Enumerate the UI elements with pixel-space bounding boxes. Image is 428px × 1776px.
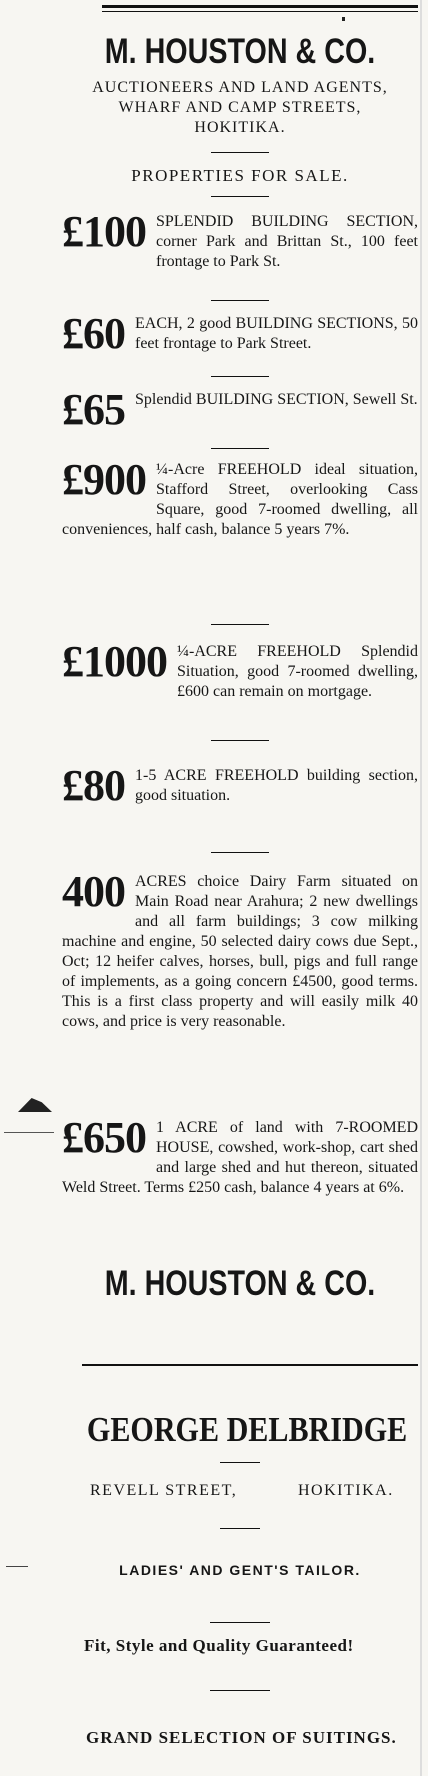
listing-price: £100 xyxy=(62,207,146,256)
firm-name-footer: M. HOUSTON & CO. xyxy=(104,1264,376,1303)
firm-line-3: HOKITIKA. xyxy=(194,119,286,136)
listing-7 xyxy=(62,867,418,1032)
divider xyxy=(62,196,418,197)
listing-4 xyxy=(62,455,418,540)
listing-description: 1-5 ACRE FREEHOLD building section, good situation. xyxy=(135,767,418,804)
advert-separator xyxy=(82,1364,418,1366)
listing-description: SPLENDID BUILDING SECTION, corner Park and Brittan St., 100 feet frontage to Park St. xyxy=(156,213,418,270)
firm-name: M. HOUSTON & CO. xyxy=(104,32,376,71)
divider xyxy=(62,152,418,153)
houston-footer xyxy=(62,1266,418,1301)
tailor-selection: GRAND SELECTION OF SUITINGS. xyxy=(86,1728,397,1747)
listing-description: 1 ACRE of land with 7-ROOMED HOUSE, cowshed, work-shop, cart shed and large shed and hut thereon, situated Weld Street. Terms £250 cash, balance 4 years at 6%. xyxy=(62,1119,418,1196)
scan-smudge xyxy=(18,1098,52,1112)
tailor-selection-block xyxy=(62,1728,418,1748)
tailor-guarantee-block xyxy=(62,1636,418,1656)
firm-details xyxy=(62,78,418,138)
tailor-trade: LADIES' AND GENT'S TAILOR. xyxy=(119,1562,361,1578)
listing-3 xyxy=(62,385,418,434)
houston-header xyxy=(62,34,418,69)
tailor-guarantee: Fit, Style and Quality Guaranteed! xyxy=(84,1636,354,1655)
listing-8 xyxy=(62,1113,418,1198)
tailor-name: GEORGE DELBRIDGE xyxy=(86,1410,408,1449)
listing-5 xyxy=(62,637,418,702)
listing-price: £650 xyxy=(62,1113,146,1162)
listing-description: Splendid BUILDING SECTION, Sewell St. xyxy=(135,391,418,408)
listing-price: 400 xyxy=(62,867,125,916)
firm-line-1: AUCTIONEERS AND LAND AGENTS, xyxy=(92,79,388,96)
divider xyxy=(62,376,418,377)
scan-smudge xyxy=(6,1566,28,1567)
properties-heading: PROPERTIES FOR SALE. xyxy=(131,166,349,185)
listing-2 xyxy=(62,309,418,358)
top-rule-thin xyxy=(102,11,418,12)
divider xyxy=(62,1622,418,1623)
listing-price: £65 xyxy=(62,385,125,434)
divider xyxy=(62,1690,418,1691)
listing-description: ¼-Acre FREEHOLD ideal situation, Stafford Street, overlooking Cass Square, good 7-roomed dwelling, all conveniences, half cash, balance 5 years 7%. xyxy=(62,461,418,538)
tailor-street: REVELL STREET, xyxy=(90,1482,238,1499)
firm-line-2: WHARF AND CAMP STREETS, xyxy=(118,99,362,116)
delbridge-header xyxy=(62,1412,418,1447)
divider xyxy=(62,624,418,625)
scan-smudge xyxy=(4,1132,54,1133)
tailor-town: HOKITIKA. xyxy=(298,1482,394,1499)
listing-description: EACH, 2 good BUILDING SECTIONS, 50 feet frontage to Park Street. xyxy=(135,315,418,352)
tailor-trade-block xyxy=(62,1562,418,1578)
divider xyxy=(62,1528,418,1529)
listing-price: £60 xyxy=(62,309,125,358)
listing-6 xyxy=(62,761,418,810)
listing-1 xyxy=(62,207,418,272)
divider xyxy=(62,1462,418,1463)
page-edge xyxy=(420,0,422,1776)
divider xyxy=(62,740,418,741)
section-heading xyxy=(62,166,418,186)
divider xyxy=(62,852,418,853)
top-rule xyxy=(102,5,418,8)
listing-description: ACRES choice Dairy Farm situated on Main Road near Arahura; 2 new dwellings and all farm buildings; 3 cow milking machine and engine, 50 selected dairy cows due Sept., Oct; 12 heifer calves, horses, bull, pigs and full range of implements, as a going concern £4500, good terms. This is a first class property and will easily milk 40 cows, and price is very reasonable. xyxy=(62,873,418,1030)
listing-description: ¼-ACRE FREEHOLD Splendid Situation, good 7-roomed dwelling, £600 can remain on mortgage. xyxy=(177,643,418,700)
listing-price: £900 xyxy=(62,455,146,504)
divider xyxy=(62,300,418,301)
listing-price: £80 xyxy=(62,761,125,810)
scan-speck xyxy=(342,17,345,21)
divider xyxy=(62,448,418,449)
listing-price: £1000 xyxy=(62,637,167,686)
